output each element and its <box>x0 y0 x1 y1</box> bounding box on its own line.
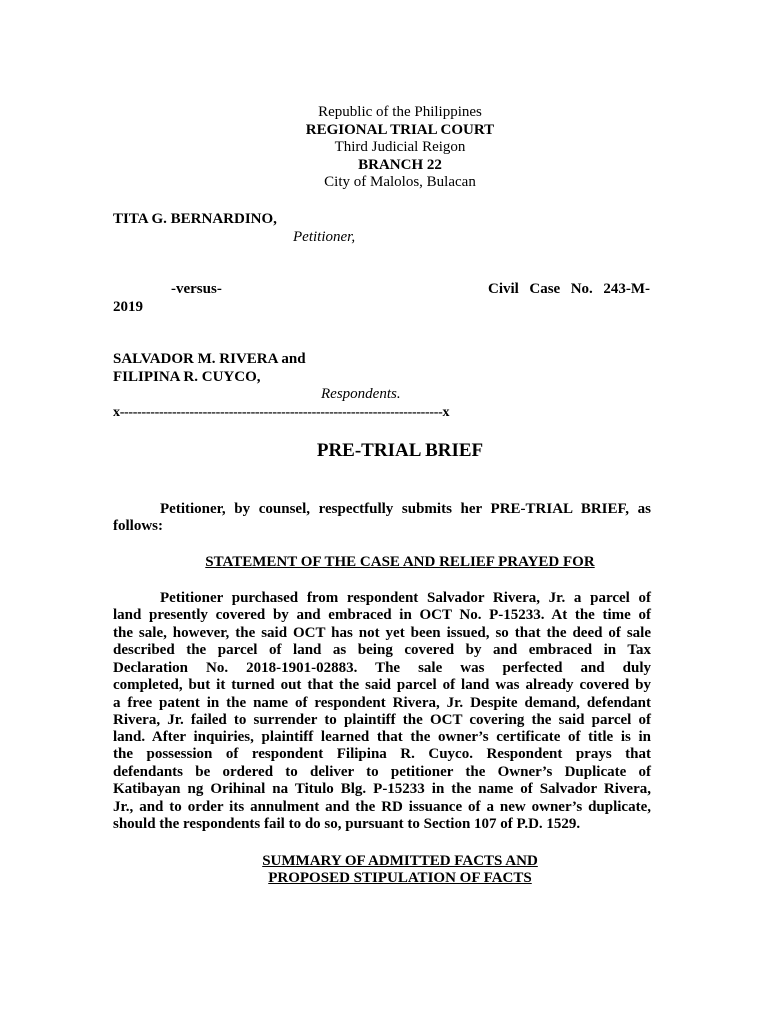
case-number-line2: 2019 <box>113 299 143 315</box>
section1-line: Rivera, Jr. failed to surrender to plaintiff the OCT covering the said parcel of <box>113 712 651 728</box>
intro-line-1: Petitioner, by counsel, respectfully submits her PRE-TRIAL BRIEF, as <box>160 501 651 517</box>
section1-heading: STATEMENT OF THE CASE AND RELIEF PRAYED FOR <box>205 554 595 570</box>
intro-line-2: follows: <box>113 518 163 534</box>
section1-line: completed, but it turned out that the said parcel of land was already covered by <box>113 677 651 693</box>
section1-line: defendants be ordered to deliver to petitioner the Owner’s Duplicate of <box>113 764 651 780</box>
header-court: REGIONAL TRIAL COURT <box>305 122 495 138</box>
section1-line: land presently covered by and embraced in OCT No. P-15233. At the time of <box>113 607 651 623</box>
section1-line: a free patent in the name of respondent Rivera, Jr. Despite demand, defendant <box>113 695 651 711</box>
section1-line: the possession of respondent Filipina R. Cuyco. Respondent prays that <box>113 746 651 762</box>
section1-line: Declaration No. 2018-1901-02883. The sale was perfected and duly <box>113 660 651 676</box>
section1-line: Katibayan ng Orihinal na Titulo Blg. P-15233 in the name of Salvador Rivera, <box>113 781 651 797</box>
section1-line: described the parcel of land as being covered by and embraced in Tax <box>113 642 651 658</box>
document-title: PRE-TRIAL BRIEF <box>316 440 484 461</box>
versus-label: -versus- <box>171 281 222 297</box>
respondent-name-1: SALVADOR M. RIVERA and <box>113 351 306 367</box>
header-city: City of Malolos, Bulacan <box>324 174 476 190</box>
section1-line: Petitioner purchased from respondent Salvador Rivera, Jr. a parcel of <box>160 590 651 606</box>
section2-heading-line2: PROPOSED STIPULATION OF FACTS <box>268 870 532 886</box>
section1-line: land. After inquiries, plaintiff learned that the owner’s certificate of title is in <box>113 729 651 745</box>
petitioner-role: Petitioner, <box>293 229 356 245</box>
header-republic: Republic of the Philippines <box>318 104 482 120</box>
respondent-name-2: FILIPINA R. CUYCO, <box>113 369 261 385</box>
case-number-line1: Civil Case No. 243-M- <box>488 281 650 297</box>
section1-line: the sale, however, the said OCT has not yet been issued, so that the deed of sale <box>113 625 651 641</box>
respondent-role: Respondents. <box>321 386 401 402</box>
caption-separator: x--------------------------------------------------------------------------x <box>113 405 450 420</box>
header-branch: BRANCH 22 <box>358 157 442 173</box>
section2-heading-line1: SUMMARY OF ADMITTED FACTS AND <box>262 853 538 869</box>
petitioner-name: TITA G. BERNARDINO, <box>113 211 277 227</box>
section1-line: should the respondents fail to do so, pursuant to Section 107 of P.D. 1529. <box>113 816 581 832</box>
section1-line: Jr., and to order its annulment and the RD issuance of a new owner’s duplicate, <box>113 799 651 815</box>
header-region: Third Judicial Reigon <box>334 139 466 155</box>
